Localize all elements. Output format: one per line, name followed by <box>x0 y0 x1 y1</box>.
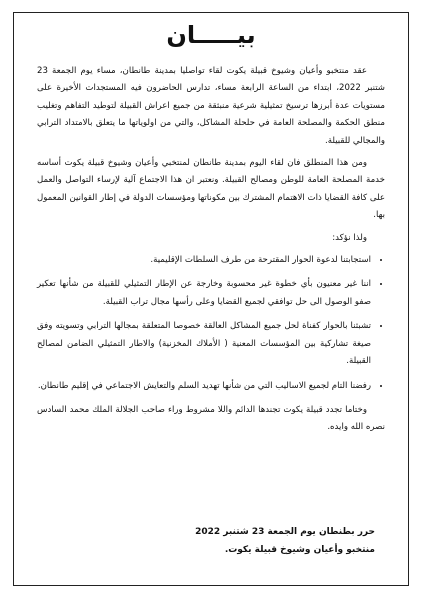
context-paragraph: ومن هذا المنطلق فان لقاء اليوم بمدينة طانطان لمنتخبي وأعيان وشيوخ قبيلة يكوت أساسه خدمة المصلحة العامة للوطن ومصالح القبيلة. ونعتبر ان هذا الاجتماع آلية لإرساء التواصل والعمل على كافة القضايا ذات الاهتمام المشترك بين مكوناتها ومؤسسات الدولة في إطار القوانين المعمول بها. <box>37 158 385 221</box>
list-item: • رفضنا التام لجميع الاساليب التي من شأنها تهديد السلم والتعايش الاجتماعي في إقليم طانطان. <box>37 378 371 395</box>
document-body <box>37 63 385 577</box>
document-frame <box>13 12 409 586</box>
document-title: بيـــــان <box>166 21 256 49</box>
list-item: • اننا غير معنيون بأي خطوة غير محسوبة وخارجة عن الإطار التمثيلي للقبيلة من شأنها تعكير صفو الوصول الى حل توافقي لجميع القضايا وعلى رأسها مجال تراب القبيلة. <box>37 276 371 311</box>
list-intro: ولذا نؤكد: <box>332 232 367 243</box>
signature-signers: منتخبو وأعيان وشيوخ قبيلة يكوت. <box>224 545 375 555</box>
list-item: • استجابتنا لدعوة الحوار المقترحة من طرف السلطات الإقليمية. <box>37 252 371 269</box>
signature-place-date: حرر بطنطان يوم الجمعة 23 شتنبر 2022 <box>195 527 375 537</box>
points-list <box>37 252 385 395</box>
intro-paragraph: عقد منتخبو وأعيان وشيوخ قبيلة يكوت لقاء تواصليا بمدينة طانطان، مساء يوم الجمعة 23 شتنبر 2022، ابتداء من الساعة الرابعة مساء، تدارس الحاضرون فيه المستجدات الأخيرة على مستويات عدة أبرزها ترسيخ تمثيلية شرعية منبثقة من جميع اعراش القبيلة لتوطيد التفاهم وتغليب منطق الحكمة والمصلحة العامة في حلحلة المشاكل، والتي من اولوياتها ما يتعلق بالامتداد الترابي والمجالي للقبيلة. <box>37 66 385 146</box>
closing-paragraph: وختاما تجدد قبيلة يكوت تجندها الدائم واللا مشروط وراء صاحب الجلالة الملك محمد السادس نصره الله وايده. <box>37 404 385 433</box>
signature-block <box>37 523 385 559</box>
list-item: • تشبثنا بالحوار كفناة لحل جميع المشاكل العالقة خصوصا المتعلقة بمجالها الترابي وتسويته وفق صيغة تشاركية بين المؤسسات المعنية ( الأملاك المخزنية) والاطار التمثيلي الضامن لمصالح القبيلة. <box>37 318 371 370</box>
